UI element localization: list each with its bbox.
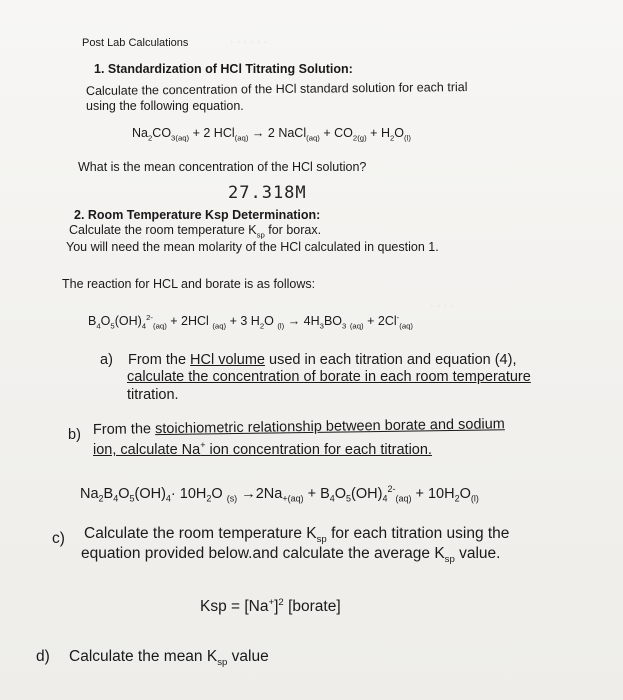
section1-heading: 1. Standardization of HCl Titrating Solution: [94, 62, 353, 76]
hcl-equation: $Na_2CO_{3(aq)} + 2$ HCl$_{(aq)}$ → 2 NaCl$_{(aq)}$ + $CO_{2(g)} + H_2O_{(l)}$ [132, 126, 411, 143]
section2-heading: 2. Room Temperature Ksp Determination: [74, 208, 321, 222]
part-a-line1: From the HCl volume used in each titration and equation (4), [128, 352, 517, 368]
part-c-label: c) [52, 530, 65, 547]
bleed-through-text: · · · · · · [230, 36, 268, 48]
section1-instruction-line2: using the following equation. [86, 99, 244, 113]
borate-hcl-equation: $B_4O_5(OH)_4^{2-}_{(aq)} + 2HCl$ $_{(aq)}$ + 3 $H_2O$ $_{(l)} \to 4H_3BO_3$ $_{(aq)} + 2Cl^-_{(aq)}$ [88, 313, 414, 331]
part-b-label: b) [68, 427, 81, 443]
section2-line2: You will need the mean molarity of the HCl calculated in question 1. [66, 240, 439, 254]
section2-line1: Calculate the room temperature $K_{sp}$ for borax. [69, 223, 322, 240]
part-b-line1: From the stoichiometric relationship between borate and sodium [92, 416, 505, 438]
handwritten-answer: 27.318M [228, 183, 307, 203]
mean-concentration-question: What is the mean concentration of the HCl solution? [78, 160, 367, 174]
part-c-line1: Calculate the room temperature $K_{sp}$ for each titration using the [84, 525, 510, 546]
part-d-line1: Calculate the mean $K_{sp}$ value [69, 648, 269, 669]
part-a-label: a) [100, 352, 113, 368]
part-d-label: d) [36, 648, 50, 665]
part-c-line2: equation provided below.and calculate the average $K_{sp}$ value. [81, 545, 501, 566]
ksp-equation: Ksp = $[Na^+]^2$ [borate] [200, 597, 341, 616]
reaction-intro: The reaction for HCL and borate is as follows: [62, 277, 316, 291]
part-a-line3: titration. [127, 387, 179, 403]
section1-instruction-line1: Calculate the concentration of the HCl standard solution for each trial [85, 80, 468, 98]
borax-dissolution-equation: $Na_2B_4O_5(OH)_4\cdot 10H_2O$ $_{(s)} \to 2Na_{+(aq)} + B_4O_5(OH)_4^{2-}_{(aq)} + 10H_2O_{(l)}$ [80, 484, 479, 504]
page-title: Post Lab Calculations [82, 37, 189, 49]
bleed-through-text: · · · · [430, 300, 454, 312]
part-b-line2: ion, calculate Na+ ion concentration for each titration. [93, 440, 432, 458]
part-a-line2: calculate the concentration of borate in each room temperature [127, 369, 531, 385]
